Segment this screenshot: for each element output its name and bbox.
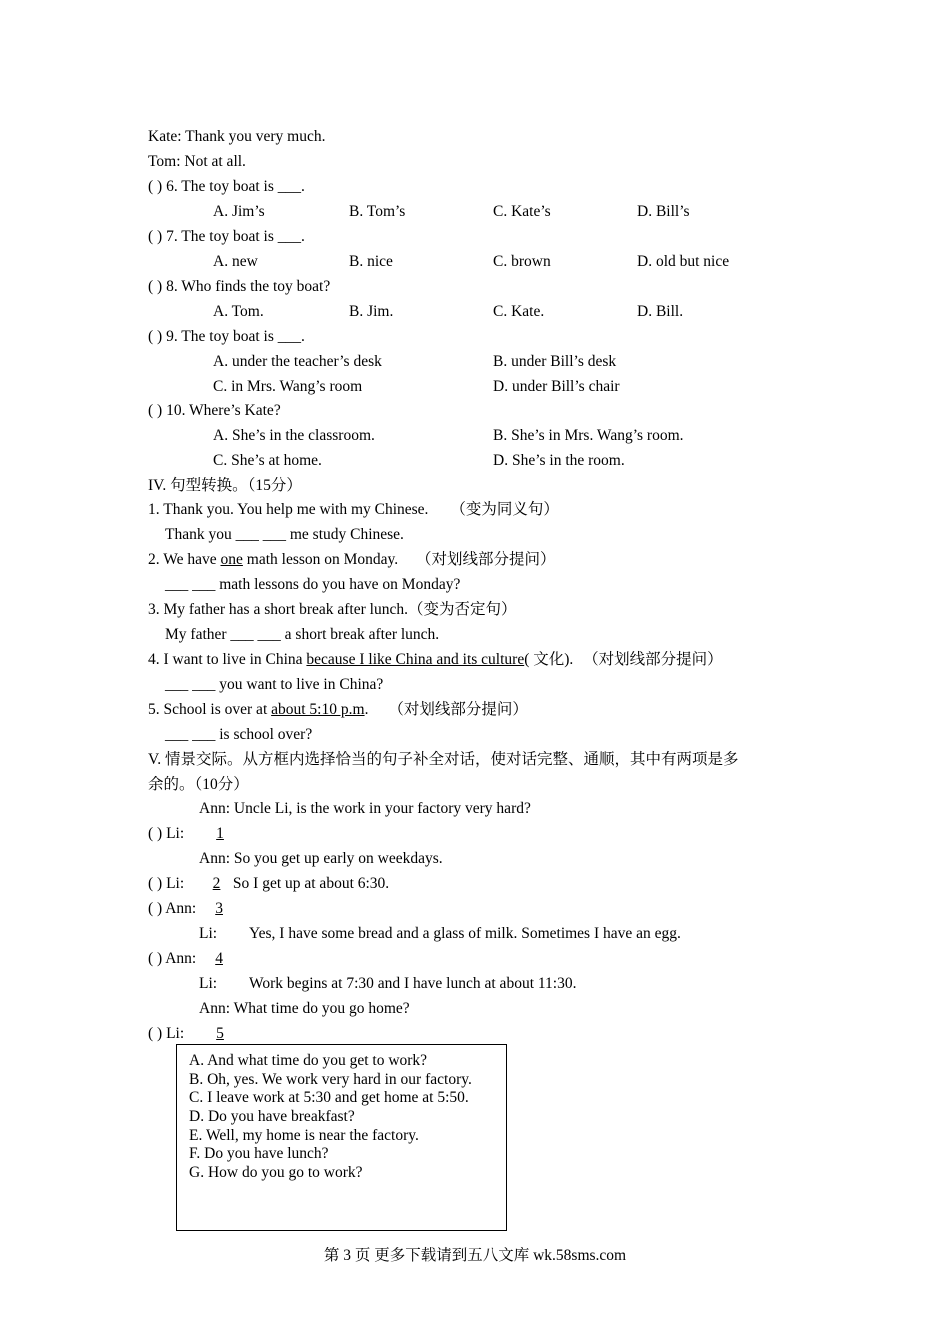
question-8-option-a: A. Tom. xyxy=(213,303,264,320)
section-4-item-2-answer: ___ ___ math lessons do you have on Monday? xyxy=(165,576,461,593)
item-1-note: （变为同义句） xyxy=(450,501,559,518)
box-option-g: G. How do you go to work? xyxy=(189,1164,363,1181)
question-9-option-d: D. under Bill’s chair xyxy=(493,378,620,395)
blank-1: 1 xyxy=(216,825,224,842)
section-4-item-4-answer: ___ ___ you want to live in China? xyxy=(165,676,384,693)
question-6-option-b: B. Tom’s xyxy=(349,203,406,220)
ann-line-5: Ann: What time do you go home? xyxy=(199,1000,410,1017)
section-4-item-2 xyxy=(148,550,556,570)
li-line-1 xyxy=(148,824,236,844)
question-10-option-b: B. She’s in Mrs. Wang’s room. xyxy=(493,427,684,444)
blank-5: 5 xyxy=(216,1025,224,1042)
item-2-pre: 2. We have xyxy=(148,551,221,568)
ann-line-4 xyxy=(148,949,236,969)
question-6-option-c: C. Kate’s xyxy=(493,203,551,220)
section-4-title: IV. 句型转换。（15分） xyxy=(148,477,302,494)
blank-3: 3 xyxy=(215,900,223,917)
item-2-note: （对划线部分提问） xyxy=(416,551,556,568)
ann-line-2: Ann: So you get up early on weekdays. xyxy=(199,850,443,867)
li-1-prefix: ( ) Li: xyxy=(148,825,185,842)
question-10-option-a: A. She’s in the classroom. xyxy=(213,427,375,444)
item-5-post: . xyxy=(364,701,369,718)
box-option-f: F. Do you have lunch? xyxy=(189,1145,329,1162)
item-5-pre: 5. School is over at xyxy=(148,701,272,718)
question-8-stem: ( ) 8. Who finds the toy boat? xyxy=(148,278,331,295)
li-4-text: Work begins at 7:30 and I have lunch at about 11:30. xyxy=(249,975,577,992)
section-4-item-4 xyxy=(148,650,723,670)
options-box xyxy=(176,1044,507,1231)
dialogue-kate-line: Kate: Thank you very much. xyxy=(148,128,326,145)
section-4-item-3-answer: My father ___ ___ a short break after lunch. xyxy=(165,626,440,643)
li-5-prefix: ( ) Li: xyxy=(148,1025,185,1042)
section-4-item-5 xyxy=(148,700,528,720)
box-option-d: D. Do you have breakfast? xyxy=(189,1108,355,1125)
li-2-prefix: ( ) Li: xyxy=(148,875,185,892)
question-7-option-c: C. brown xyxy=(493,253,551,270)
item-5-note: （对划线部分提问） xyxy=(388,701,528,718)
box-option-e: E. Well, my home is near the factory. xyxy=(189,1127,419,1144)
question-8-option-c: C. Kate. xyxy=(493,303,545,320)
question-10-stem: ( ) 10. Where’s Kate? xyxy=(148,402,281,419)
blank-2: 2 xyxy=(212,875,221,892)
question-9-option-c: C. in Mrs. Wang’s room xyxy=(213,378,363,395)
question-8-option-b: B. Jim. xyxy=(349,303,394,320)
item-3-sentence: 3. My father has a short break after lunch. xyxy=(148,601,408,618)
section-4-item-5-answer: ___ ___ is school over? xyxy=(165,726,313,743)
li-line-2 xyxy=(148,874,389,894)
question-9-stem: ( ) 9. The toy boat is ___. xyxy=(148,328,305,345)
ann-3-prefix: ( ) Ann: xyxy=(148,900,197,917)
item-4-underlined: because I like China and its culture xyxy=(306,651,525,668)
section-4-item-1-answer: Thank you ___ ___ me study Chinese. xyxy=(165,526,404,543)
ann-4-prefix: ( ) Ann: xyxy=(148,950,197,967)
li-2-text: So I get up at about 6:30. xyxy=(232,875,390,892)
question-6-stem: ( ) 6. The toy boat is ___. xyxy=(148,178,305,195)
li-line-3 xyxy=(199,924,681,944)
item-5-underlined: about 5:10 p.m xyxy=(271,701,365,718)
item-4-post: ( 文化). xyxy=(524,651,574,668)
question-7-option-a: A. new xyxy=(213,253,258,270)
question-10-option-d: D. She’s in the room. xyxy=(493,452,625,469)
box-option-a: A. And what time do you get to work? xyxy=(189,1052,428,1069)
section-5-title-line-1: V. 情景交际。从方框内选择恰当的句子补全对话，使对话完整、通顺，其中有两项是多 xyxy=(148,751,739,768)
ann-line-3 xyxy=(148,899,236,919)
question-7-stem: ( ) 7. The toy boat is ___. xyxy=(148,228,305,245)
section-5-title-line-2: 余的。（10分） xyxy=(148,776,249,793)
li-4-label: Li: xyxy=(199,975,218,992)
question-9-option-b: B. under Bill’s desk xyxy=(493,353,617,370)
item-3-note: （变为否定句） xyxy=(407,601,517,618)
li-3-text: Yes, I have some bread and a glass of milk. Sometimes I have an egg. xyxy=(249,925,681,942)
li-3-label: Li: xyxy=(199,925,218,942)
question-7-option-b: B. nice xyxy=(349,253,393,270)
question-7-option-d: D. old but nice xyxy=(637,253,730,270)
section-4-item-1 xyxy=(148,500,559,520)
ann-line-1: Ann: Uncle Li, is the work in your factory very hard? xyxy=(199,800,531,817)
dialogue-tom-line: Tom: Not at all. xyxy=(148,153,246,170)
question-8-option-d: D. Bill. xyxy=(637,303,684,320)
section-4-item-3 xyxy=(148,600,516,620)
item-2-post: math lesson on Monday. xyxy=(242,551,399,568)
question-6-option-a: A. Jim’s xyxy=(213,203,265,220)
box-option-b: B. Oh, yes. We work very hard in our factory. xyxy=(189,1071,472,1088)
question-10-option-c: C. She’s at home. xyxy=(213,452,322,469)
box-option-c: C. I leave work at 5:30 and get home at 5:50. xyxy=(189,1089,469,1106)
item-1-sentence: 1. Thank you. You help me with my Chinese. xyxy=(148,501,429,518)
item-4-note: （对划线部分提问） xyxy=(583,651,723,668)
blank-4: 4 xyxy=(215,950,223,967)
question-6-option-d: D. Bill’s xyxy=(637,203,690,220)
li-line-4 xyxy=(199,974,576,994)
li-line-5 xyxy=(148,1024,236,1044)
item-2-underlined: one xyxy=(220,551,243,568)
page-footer: 第 3 页 更多下载请到五八文库 wk.58sms.com xyxy=(323,1247,627,1264)
question-9-option-a: A. under the teacher’s desk xyxy=(213,353,382,370)
item-4-pre: 4. I want to live in China xyxy=(148,651,307,668)
